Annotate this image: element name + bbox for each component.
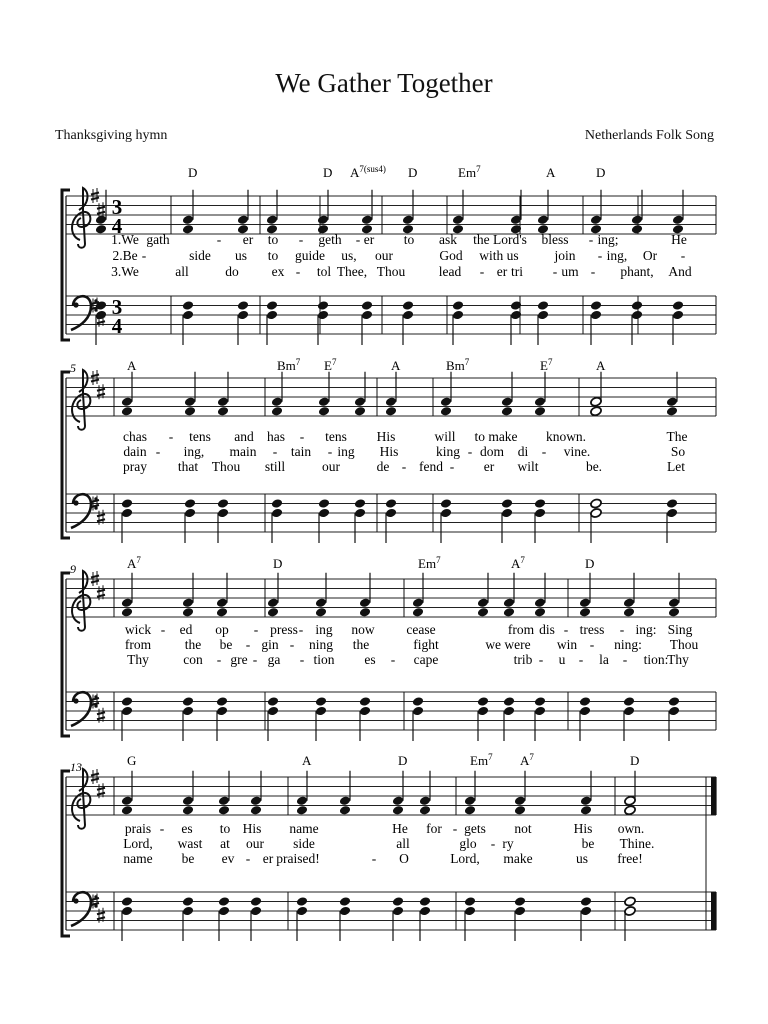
lyric-syllable: er	[242, 232, 254, 247]
lyric-syllable: tress	[579, 622, 605, 637]
final-barline	[711, 892, 716, 930]
lyric-syllable: -	[597, 248, 603, 263]
lyric-syllable: tol	[316, 264, 332, 279]
lyrics-block	[111, 232, 692, 279]
treble-staff	[66, 777, 716, 815]
verse-3-line	[111, 264, 692, 279]
lyric-syllable: And	[668, 264, 692, 279]
lyric-syllable: O	[399, 851, 409, 866]
lyric-syllable: wick	[124, 622, 152, 637]
chord-symbol: A	[302, 753, 312, 768]
lyric-syllable: -	[253, 622, 259, 637]
lyric-syllable: Let	[667, 459, 685, 474]
lyric-syllable: name	[123, 851, 153, 866]
lyric-syllable: -	[479, 264, 485, 279]
note-chord	[121, 896, 133, 941]
lyric-syllable: Or	[642, 248, 658, 263]
measure-number: 9	[70, 562, 76, 576]
system-1	[62, 164, 716, 345]
note-chord	[537, 300, 549, 345]
lyric-syllable: prais	[124, 821, 152, 836]
lyric-syllable: So	[670, 444, 686, 459]
lyric-syllable: ing	[315, 622, 333, 637]
lyric-syllable: -	[141, 248, 147, 263]
lyric-syllable: -	[299, 652, 305, 667]
lyric-syllable: glo	[459, 836, 477, 851]
lyric-syllable: side	[293, 836, 315, 851]
lyric-syllable: ev	[221, 851, 235, 866]
note-chord	[624, 896, 636, 941]
lyric-syllable: tens	[325, 429, 347, 444]
lyric-syllable: -	[272, 444, 278, 459]
lyric-syllable: the	[352, 637, 370, 652]
lyric-syllable: press	[270, 622, 298, 637]
chord-symbol: $A^7$	[520, 752, 534, 768]
lyric-syllable: ing,	[606, 248, 628, 263]
key-signature	[91, 769, 105, 923]
note-chord	[580, 896, 592, 941]
lyric-syllable: -	[680, 248, 686, 263]
lyric-syllable: main	[229, 444, 257, 459]
lyric-syllable: side	[189, 248, 211, 263]
chord-symbol: Em$^7$	[458, 164, 481, 180]
lyric-syllable: dom	[479, 444, 505, 459]
system-2	[62, 357, 716, 543]
lyric-syllable: His	[573, 821, 593, 836]
note-chord	[121, 696, 133, 741]
lyric-syllable: phant,	[620, 264, 654, 279]
lyric-syllable: He	[392, 821, 408, 836]
lyric-syllable: -	[245, 851, 251, 866]
measure-number: 13	[70, 760, 82, 774]
lyric-syllable: -	[578, 652, 584, 667]
chord-symbol: A	[546, 165, 556, 180]
lyric-syllable: to	[267, 232, 279, 247]
lyric-syllable: -	[155, 444, 161, 459]
hymn-subtitle: Thanksgiving hymn	[55, 128, 168, 143]
lyric-syllable: 3.We	[111, 264, 139, 279]
lyric-syllable: and	[234, 429, 254, 444]
lyric-syllable: be.	[585, 459, 603, 474]
lyric-syllable: name	[289, 821, 319, 836]
note-chord	[666, 498, 678, 543]
chord-symbol: Em$^7$	[470, 752, 493, 768]
note-chord	[339, 896, 351, 941]
lyric-syllable: win	[556, 637, 578, 652]
lyric-syllable: Thy	[127, 652, 149, 667]
lyric-syllable: God	[439, 248, 463, 263]
svg-text:3: 3	[111, 295, 123, 319]
lyric-syllable: for	[426, 821, 442, 836]
lyric-syllable: be	[181, 851, 195, 866]
lyric-syllable: Thou	[376, 264, 406, 279]
note-chord	[216, 696, 228, 741]
note-chord	[631, 300, 643, 345]
note-chord	[672, 300, 684, 345]
lyric-syllable: ga	[267, 652, 281, 667]
lyric-syllable: to make	[474, 429, 518, 444]
lyric-syllable: us	[575, 851, 589, 866]
note-chord	[590, 300, 602, 345]
lyric-syllable: all	[175, 264, 189, 279]
lyric-syllable: -	[467, 444, 473, 459]
chord-symbol: $A^7$	[127, 555, 141, 571]
note-chord	[452, 300, 464, 345]
note-chord	[503, 696, 515, 741]
chord-symbol: G	[127, 753, 137, 768]
lyric-syllable: cease	[406, 622, 436, 637]
lyric-syllable: king	[435, 444, 461, 459]
note-chord	[359, 696, 371, 741]
chord-row	[127, 555, 594, 571]
lyric-syllable: -	[538, 652, 544, 667]
verse-2-line	[123, 444, 685, 459]
lyric-syllable: -	[299, 429, 305, 444]
lyric-syllable: wast	[177, 836, 203, 851]
note-chord	[121, 498, 133, 543]
chord-row	[127, 752, 639, 768]
note-chord	[464, 896, 476, 941]
lyric-syllable: -	[245, 637, 251, 652]
note-chord	[477, 696, 489, 741]
lyric-syllable: the Lord's	[473, 232, 527, 247]
lyric-syllable: er	[363, 232, 375, 247]
chord-symbol: D	[188, 165, 198, 180]
lyric-syllable: geth	[318, 232, 342, 247]
lyric-syllable: ing:	[635, 622, 657, 637]
note-chord	[296, 896, 308, 941]
note-chord	[250, 896, 262, 941]
chord-row	[188, 164, 605, 180]
lyric-syllable: Lord,	[450, 851, 480, 866]
lyric-syllable: -	[327, 444, 333, 459]
lyric-syllable: Thee,	[336, 264, 368, 279]
lyric-syllable: with us	[479, 248, 519, 263]
chord-symbol: D	[398, 753, 408, 768]
final-barline	[711, 777, 716, 815]
note-chord	[668, 696, 680, 741]
lyric-syllable: free!	[617, 851, 643, 866]
lyric-syllable: make	[503, 851, 533, 866]
note-chord	[534, 498, 546, 543]
lyric-syllable: fight	[413, 637, 439, 652]
lyric-syllable: tens	[189, 429, 211, 444]
chord-symbol: A	[596, 358, 606, 373]
note-chord	[182, 696, 194, 741]
lyric-syllable: -	[588, 232, 594, 247]
lyric-syllable: chas	[123, 429, 147, 444]
lyric-syllable: -	[216, 652, 222, 667]
chord-symbol: $A^{7(sus4)}$	[350, 164, 386, 180]
lyric-syllable: es	[181, 821, 193, 836]
lyric-syllable: -	[160, 622, 166, 637]
hymn-title: We Gather Together	[275, 68, 493, 98]
lyric-syllable: ning	[308, 637, 334, 652]
lyric-syllable: ask	[439, 232, 457, 247]
lyric-syllable: di	[517, 444, 529, 459]
chord-symbol: Em$^7$	[418, 555, 441, 571]
chord-symbol: D	[585, 556, 595, 571]
lyric-syllable: that	[177, 459, 199, 474]
note-chord	[317, 300, 329, 345]
lyric-syllable: ing;	[597, 232, 619, 247]
note-chord	[354, 498, 366, 543]
lyric-syllable: -	[298, 622, 304, 637]
lyric-syllable: to	[403, 232, 415, 247]
lyric-syllable: we were	[485, 637, 531, 652]
lyric-syllable: tion:	[643, 652, 669, 667]
verse-2-line	[112, 248, 685, 263]
lyric-syllable: lead	[438, 264, 462, 279]
lyric-syllable: -	[390, 652, 396, 667]
verse-2-line	[123, 836, 654, 851]
lyric-syllable: His	[379, 444, 399, 459]
lyric-syllable: Thy	[667, 652, 689, 667]
lyric-syllable: our	[322, 459, 340, 474]
lyric-syllable: be	[581, 836, 595, 851]
lyric-syllable: -	[563, 622, 569, 637]
chord-row	[127, 357, 606, 373]
system-3	[62, 555, 716, 741]
lyric-syllable: ex	[271, 264, 285, 279]
lyric-syllable: do	[225, 264, 239, 279]
lyric-syllable: the	[184, 637, 202, 652]
lyric-syllable: -	[252, 652, 258, 667]
treble-clef	[72, 370, 90, 430]
chord-symbol: D	[323, 165, 333, 180]
lyric-syllable: -	[589, 637, 595, 652]
chord-symbol: Bm$^7$	[446, 357, 470, 373]
chord-symbol: $E^7$	[540, 357, 553, 373]
treble-staff	[66, 196, 716, 234]
treble-staff	[66, 579, 716, 617]
note-chord	[412, 696, 424, 741]
lyric-syllable: um	[561, 264, 579, 279]
lyric-syllable: bless	[541, 232, 569, 247]
lyric-syllable: -	[216, 232, 222, 247]
lyric-syllable: -	[552, 264, 558, 279]
lyric-syllable: ed	[179, 622, 193, 637]
lyric-syllable: -	[401, 459, 407, 474]
note-chord	[501, 498, 513, 543]
verse-3-line	[123, 459, 685, 474]
lyric-syllable: Thine.	[619, 836, 655, 851]
lyric-syllable: join	[554, 248, 576, 263]
lyric-syllable: de	[376, 459, 390, 474]
lyric-syllable: -	[449, 459, 455, 474]
note-chord	[361, 300, 373, 345]
lyric-syllable: has	[267, 429, 285, 444]
bass-staff	[66, 296, 716, 334]
svg-text:4: 4	[111, 214, 123, 238]
lyric-syllable: own.	[617, 821, 645, 836]
note-chord	[266, 300, 278, 345]
composer-credit: Netherlands Folk Song	[584, 128, 714, 143]
treble-clef	[72, 571, 90, 631]
lyric-syllable: -	[159, 821, 165, 836]
verse-3-line	[123, 851, 642, 866]
verse-1-line	[123, 429, 688, 444]
note-chord	[534, 696, 546, 741]
note-chord	[623, 696, 635, 741]
note-chord	[315, 696, 327, 741]
lyric-syllable: us,	[341, 248, 357, 263]
lyric-syllable: tion	[313, 652, 335, 667]
lyric-syllable: -	[619, 622, 625, 637]
lyric-syllable: to	[219, 821, 231, 836]
lyric-syllable: ing	[337, 444, 355, 459]
lyric-syllable: tri	[511, 264, 523, 279]
lyric-syllable: His	[242, 821, 262, 836]
lyric-syllable: praised!	[276, 851, 320, 866]
lyric-syllable: er	[496, 264, 508, 279]
lyric-syllable: Sing	[667, 622, 693, 637]
lyric-syllable: la	[599, 652, 609, 667]
svg-text:4: 4	[111, 314, 123, 338]
lyric-syllable: -	[452, 821, 458, 836]
lyric-syllable: -	[295, 264, 301, 279]
lyric-syllable: fend	[419, 459, 443, 474]
lyric-syllable: to	[267, 248, 279, 263]
system-4	[62, 752, 716, 941]
lyric-syllable: guide	[295, 248, 325, 263]
lyric-syllable: Thou	[669, 637, 699, 652]
note-chord	[385, 498, 397, 543]
note-chord	[271, 498, 283, 543]
lyric-syllable: er	[262, 851, 274, 866]
note-chord	[590, 498, 602, 543]
lyric-syllable: ning:	[614, 637, 642, 652]
lyric-syllable: our	[246, 836, 264, 851]
lyric-syllable: -	[298, 232, 304, 247]
chord-symbol: A	[391, 358, 401, 373]
lyric-syllable: not	[514, 821, 532, 836]
lyric-syllable: at	[220, 836, 230, 851]
bass-staff	[66, 892, 716, 930]
lyric-syllable: vine.	[563, 444, 591, 459]
note-chord	[440, 498, 452, 543]
lyric-syllable: -	[289, 637, 295, 652]
lyric-syllable: gath	[146, 232, 170, 247]
note-chord	[217, 498, 229, 543]
lyric-syllable: -	[490, 836, 496, 851]
note-chord	[318, 498, 330, 543]
lyric-syllable: us	[234, 248, 248, 263]
key-signature	[91, 571, 105, 723]
bass-staff	[66, 692, 716, 730]
note-chord	[392, 896, 404, 941]
lyric-syllable: gre	[230, 652, 248, 667]
lyric-syllable: cape	[413, 652, 439, 667]
lyric-syllable: He	[671, 232, 687, 247]
lyrics-block	[123, 429, 688, 474]
treble-clef	[72, 769, 90, 829]
lyric-syllable: -	[590, 264, 596, 279]
lyric-syllable: -	[371, 851, 377, 866]
note-chord	[514, 896, 526, 941]
verse-1-line	[125, 821, 644, 836]
lyric-syllable: gin	[261, 637, 279, 652]
lyric-syllable: -	[622, 652, 628, 667]
chord-symbol: $E^7$	[324, 357, 337, 373]
lyric-syllable: be	[219, 637, 233, 652]
lyric-syllable: con	[183, 652, 203, 667]
lyric-syllable: pray	[123, 459, 147, 474]
lyric-syllable: es	[364, 652, 376, 667]
lyric-syllable: still	[264, 459, 286, 474]
chord-symbol: D	[596, 165, 606, 180]
svg-text:3: 3	[111, 195, 123, 219]
lyric-syllable: Thou	[211, 459, 241, 474]
key-signature	[91, 370, 105, 525]
note-chord	[402, 300, 414, 345]
lyric-syllable: -	[168, 429, 174, 444]
lyric-syllable: dis	[539, 622, 555, 637]
note-chord	[182, 896, 194, 941]
lyrics-block	[123, 821, 654, 866]
lyric-syllable: from	[124, 637, 152, 652]
lyric-syllable: -	[541, 444, 547, 459]
lyric-syllable: u	[558, 652, 566, 667]
lyric-syllable: er	[483, 459, 495, 474]
chord-symbol: D	[273, 556, 283, 571]
chord-symbol: D	[630, 753, 640, 768]
lyric-syllable: The	[666, 429, 688, 444]
verse-3-line	[127, 652, 689, 667]
note-chord	[184, 498, 196, 543]
verse-1-line	[125, 622, 693, 637]
chord-symbol: A	[127, 358, 137, 373]
lyric-syllable: will	[434, 429, 456, 444]
lyric-syllable: dain	[123, 444, 147, 459]
chord-symbol: D	[408, 165, 418, 180]
lyric-syllable: His	[376, 429, 396, 444]
note-chord	[579, 696, 591, 741]
lyric-syllable: ing,	[183, 444, 205, 459]
lyric-syllable: op	[215, 622, 229, 637]
lyric-syllable: Lord,	[123, 836, 153, 851]
lyric-syllable: trib	[513, 652, 533, 667]
lyric-syllable: gets	[464, 821, 486, 836]
lyric-syllable: -	[355, 232, 361, 247]
lyric-syllable: wilt	[517, 459, 539, 474]
note-chord	[419, 896, 431, 941]
lyric-syllable: now	[351, 622, 375, 637]
treble-clef	[72, 188, 90, 248]
chord-symbol: Bm$^7$	[277, 357, 301, 373]
note-chord	[237, 300, 249, 345]
lyric-syllable: 2.Be	[112, 248, 138, 263]
lyric-syllable: known.	[545, 429, 587, 444]
lyric-syllable: 1.We	[111, 232, 139, 247]
lyric-syllable: our	[375, 248, 393, 263]
chord-symbol: $A^7$	[511, 555, 525, 571]
verse-2-line	[125, 637, 699, 652]
note-chord	[218, 896, 230, 941]
note-chord	[182, 300, 194, 345]
lyrics-block	[125, 622, 699, 667]
note-chord	[267, 696, 279, 741]
measure-number: 5	[70, 361, 76, 375]
lyric-syllable: all	[396, 836, 410, 851]
lyric-syllable: from	[507, 622, 535, 637]
lyric-syllable: ry	[502, 836, 514, 851]
lyric-syllable: tain	[290, 444, 312, 459]
